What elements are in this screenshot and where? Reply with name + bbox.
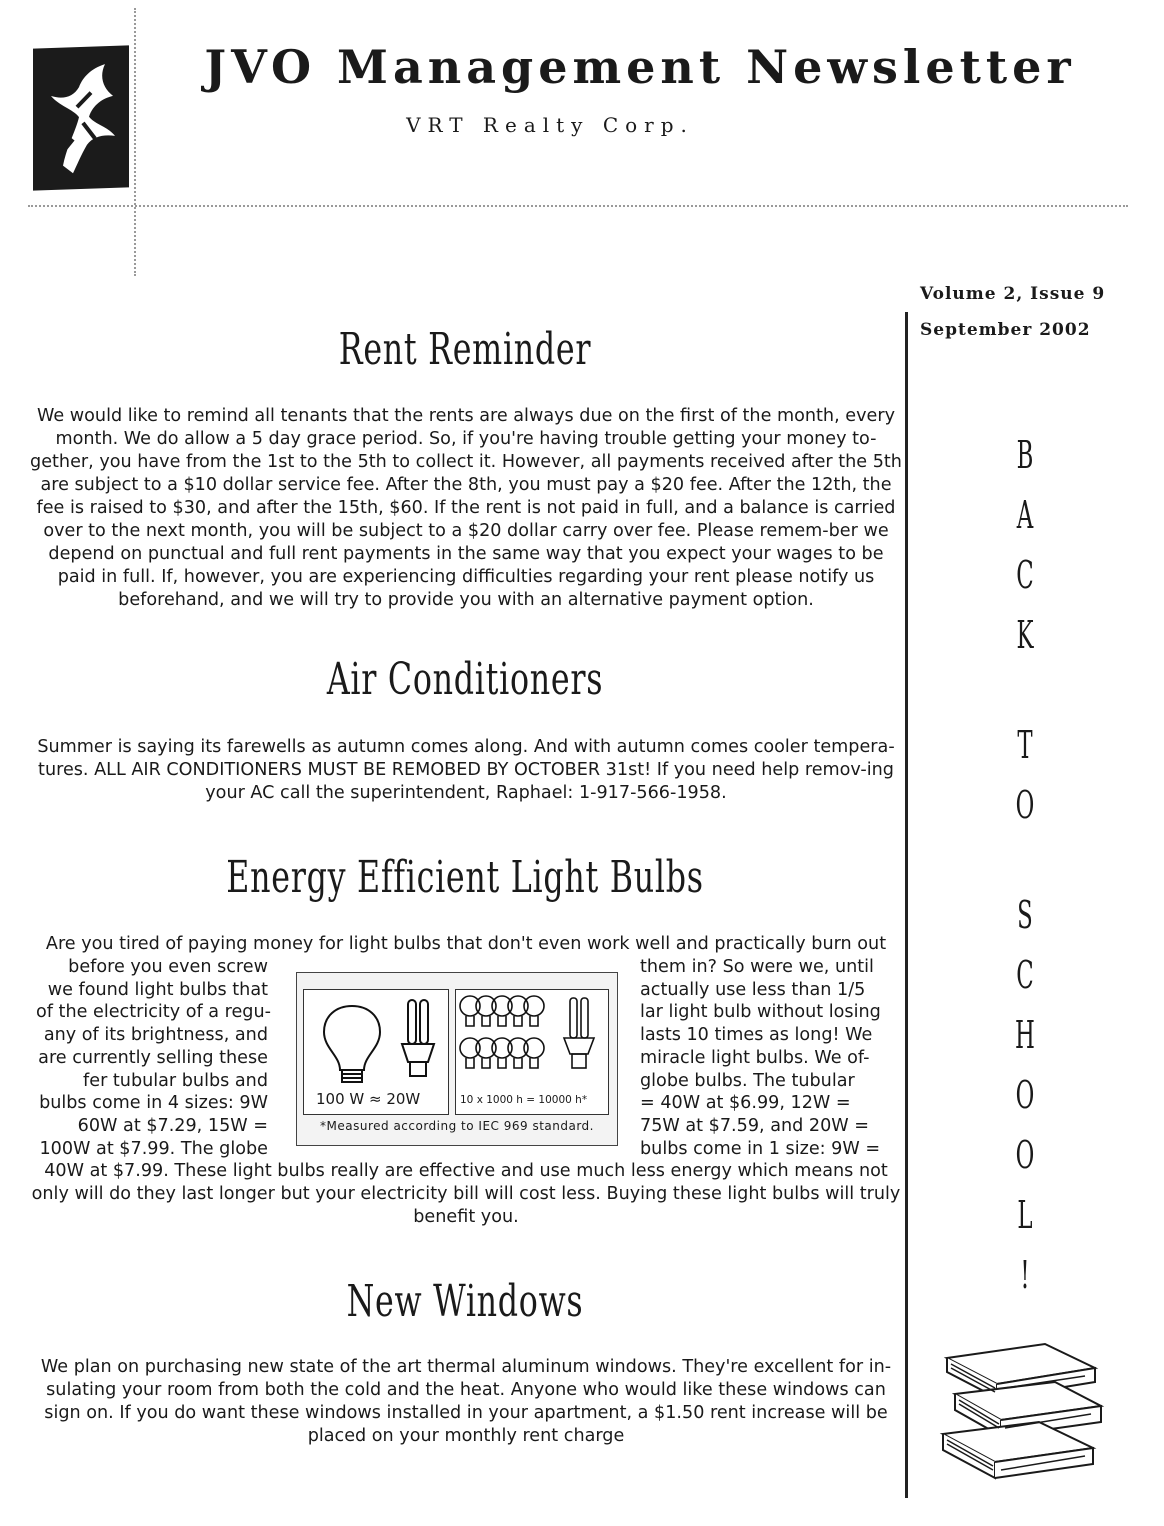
bulbs-left-line: we found light bulbs that [47, 979, 268, 1000]
sidebar-letter: O [1015, 1073, 1035, 1117]
section-heading-rent: Rent Reminder [338, 324, 592, 375]
sidebar-letter: B [1016, 433, 1034, 477]
sidebar-letter: ! [1020, 1253, 1030, 1297]
newsletter-subtitle: VRT Realty Corp. [406, 113, 694, 137]
sidebar-letter: C [1016, 553, 1034, 597]
bulbs-right-line: globe bulbs. The tubular [640, 1070, 855, 1091]
bulbs-left-line: bulbs come in 4 sizes: 9W [39, 1093, 268, 1114]
sidebar-letter: L [1017, 1193, 1033, 1237]
figure-footnote: *Measured according to IEC 969 standard. [320, 1119, 594, 1133]
bulb-comparison-figure [296, 972, 618, 1146]
section-heading-windows: New Windows [346, 1276, 584, 1327]
header-horizontal-rule [28, 205, 1128, 207]
bulbs-left-line: 100W at $7.99. The globe [39, 1138, 268, 1159]
bulbs-right-line: miracle light bulbs. We of- [640, 1047, 870, 1068]
sidebar-divider [905, 312, 908, 1498]
newsletter-logo [33, 45, 129, 190]
bulbs-left-column [36, 956, 271, 1160]
windows-body: We plan on purchasing new state of the art thermal aluminum windows. They're excellent for in-sulating your room from both the cold and the heat. Anyone who would like these windows can sign on. If you do want these windows installed in your apartment, a $1.50 rent increase will be placed on your monthly rent charge [40, 1357, 892, 1446]
volume-issue: Volume 2, Issue 9 [920, 284, 1106, 304]
bulbs-right-line: bulbs come in 1 size: 9W = [640, 1138, 881, 1159]
sidebar-letter: O [1015, 1133, 1035, 1177]
bulbs-left-line: fer tubular bulbs and [83, 1070, 268, 1091]
bulbs-left-line: any of its brightness, and [43, 1025, 268, 1046]
lifetime-label: 10 x 1000 h = 10000 h* [460, 1094, 588, 1106]
section-heading-bulbs: Energy Efficient Light Bulbs [226, 852, 704, 903]
sidebar-gap [1010, 835, 1040, 885]
section-heading-ac: Air Conditioners [326, 654, 604, 705]
bulbs-left-line: 60W at $7.29, 15W = [77, 1115, 268, 1136]
books-stack-icon [935, 1338, 1110, 1498]
bulbs-right-line: lasts 10 times as long! We [640, 1025, 873, 1046]
issue-date: September 2002 [920, 320, 1091, 340]
sidebar-letter: S [1017, 893, 1033, 937]
sidebar-letter: H [1015, 1013, 1035, 1057]
bulbs-right-line: = 40W at $6.99, 12W = [640, 1093, 851, 1114]
newsletter-title: JVO Management Newsletter [204, 40, 1076, 94]
bulbs-left-line: before you even screw [68, 957, 268, 977]
back-to-school-vertical [1010, 425, 1040, 1305]
lifetime-comparison-panel [455, 989, 609, 1115]
ac-body: Summer is saying its farewells as autumn comes along. And with autumn comes cooler tempera-tures. ALL AIR CONDITIONERS MUST BE REMOBED BY OCTOBER 31st! If you need help remov-ing your AC call the superintendent, Raphael: 1-917-566-1958. [37, 737, 895, 803]
sidebar-gap [1010, 665, 1040, 715]
bulbs-left-line: of the electricity of a regu- [36, 1002, 271, 1023]
bulbs-outro: 40W at $7.99. These light bulbs really are effective and use much less energy which means not only will do they last longer but your electricity bill will cost less. Buying these light bulbs will truly benefit you. [31, 1161, 901, 1227]
sidebar-letter: K [1016, 613, 1034, 657]
sidebar-letter: A [1016, 493, 1034, 537]
sidebar-letter: C [1016, 953, 1034, 997]
bulbs-left-line: are currently selling these [38, 1047, 268, 1068]
bulbs-right-line: them in? So were we, until [640, 957, 874, 977]
bulbs-right-line: 75W at $7.59, and 20W = [640, 1115, 870, 1136]
issue-info [920, 276, 1105, 348]
wattage-label: 100 W ≈ 20W [316, 1090, 421, 1108]
bulbs-right-line: actually use less than 1/5 [640, 979, 866, 1000]
bulbs-intro: Are you tired of paying money for light bulbs that don't even work well and practically burn out [45, 934, 887, 954]
sidebar-letter: O [1015, 783, 1035, 827]
bulbs-right-line: lar light bulb without losing [640, 1002, 881, 1023]
bulbs-right-column [640, 956, 892, 1160]
wattage-comparison-panel [303, 989, 449, 1115]
rent-body: We would like to remind all tenants that the rents are always due on the first of the month, every month. We do allow a 5 day grace period. So, if you're having trouble getting your money to-gether, you have from the 1st to the 5th to collect it. However, all payments received after the 5th are subject to a $10 dollar service fee. After the 8th, you must pay a $20 fee. After the 12th, the fee is raised to $30, and after the 15th, $60. If the rent is not paid in full, and a balance is carried over to the next month, you will be subject to a $20 dollar carry over fee. Please remem-ber we depend on punctual and full rent payments in the same way that you expect your wages to be paid in full. If, however, you are experiencing difficulties regarding your rent please notify us beforehand, and we will try to provide you with an alternative payment option. [30, 406, 902, 610]
sidebar-letter: T [1017, 723, 1033, 767]
header-vertical-rule [134, 8, 136, 276]
